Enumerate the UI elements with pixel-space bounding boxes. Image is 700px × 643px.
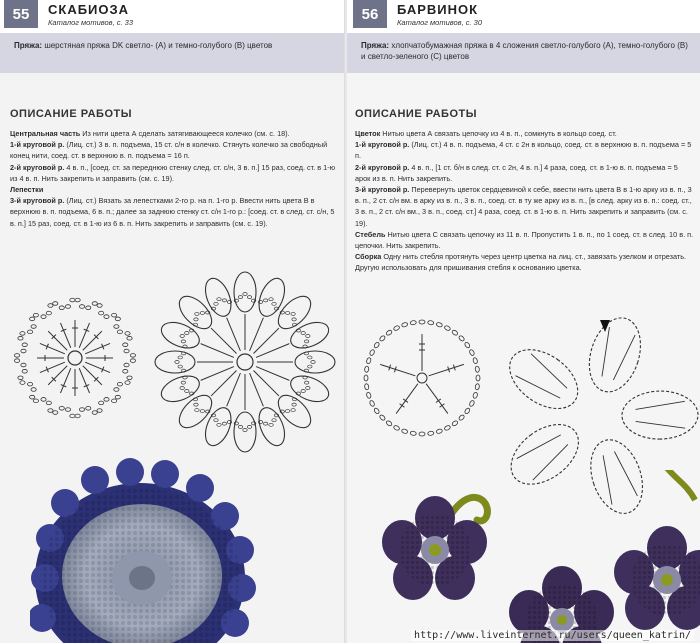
instruction-paragraph — [355, 184, 695, 229]
scabiosa-motif-photo — [30, 458, 310, 643]
motif-title: СКАБИОЗА — [48, 2, 130, 17]
instructions-body — [355, 128, 695, 274]
motif-number-badge: 55 — [4, 0, 38, 28]
step-text: Перевернуть цветок сердцевиной к себе, ввести нить цвета В в 1-ю арку из в. п., 3 в. п., 2 ст. с/н вм. в арку из в. п., 3 в. п., соед. ст. в ту же арку из в. п., [в след. арку из в. п.: соед. ст., 3 в. п., 2 ст. с/н вм., 3 в. п., соед. ст.] 4 раза, соед. ст. в 1-ю в. п. Нить закрепить и заправить (см. с. 19). — [355, 185, 692, 228]
section-heading: ОПИСАНИЕ РАБОТЫ — [355, 108, 477, 120]
crochet-chart-round-3 — [150, 270, 340, 455]
yarn-info — [0, 33, 345, 73]
motif-number-badge: 56 — [353, 0, 387, 28]
step-label: Центральная часть — [10, 129, 81, 138]
right-header — [347, 0, 700, 33]
instruction-paragraph — [355, 139, 695, 161]
step-text: Из нити цвета А сделать затягивающееся колечко (см. с. 18). — [80, 129, 290, 138]
instruction-paragraph — [355, 251, 695, 273]
crochet-chart-round-1-2 — [3, 283, 148, 433]
catalog-reference: Каталог мотивов, с. 30 — [397, 18, 483, 27]
instruction-paragraph — [10, 195, 338, 229]
step-label: Лепестки — [10, 185, 44, 195]
step-text: Одну нить стебля протянуть через центр цветка на лиц. ст., завязать узелком и отрезать. Другую использовать для пришивания стебля к основанию цветка. — [355, 252, 687, 273]
instruction-paragraph — [10, 184, 338, 195]
step-label: 3-й круговой р. — [355, 185, 410, 195]
yarn-text: шерстяная пряжа DK светло- (А) и темно-голубого (В) цветов — [42, 41, 273, 50]
step-label: 1-й круговой р. — [10, 140, 65, 150]
step-label: 2-й круговой р. — [355, 162, 410, 172]
catalog-reference: Каталог мотивов, с. 33 — [48, 18, 134, 27]
step-text: (Лиц. ст.) Вязать за лепестками 2-го р. на п. 1-го р. Ввести нить цвета В в верхнюю в. п. подъема, 6 в. п.; далее за заднюю стенку ст. с/н 1-го р.: [соед. ст. в след. ст. с/н, 5 в. п.] 15 раз, соед. ст. в 1-ю из 6 в. п. Нить закрепить и заправить (см. с. 19). — [10, 196, 335, 228]
motif-title: БАРВИНОК — [397, 2, 479, 17]
yarn-label: Пряжа: — [361, 41, 390, 50]
instruction-paragraph — [355, 162, 695, 184]
instruction-paragraph — [355, 128, 695, 139]
instructions-body — [10, 128, 338, 229]
instruction-paragraph — [10, 128, 338, 139]
watermark-url: http://www.liveinternet.ru/users/queen_katrin/ — [411, 630, 694, 641]
step-text: Нитью цвета С связать цепочку из 11 в. п. Пропустить 1 в. п., по 1 соед. ст. в след. 10 в. п. цепочки. Нить закрепить. — [355, 229, 694, 251]
section-heading: ОПИСАНИЕ РАБОТЫ — [10, 108, 132, 120]
left-header — [0, 0, 345, 33]
step-text: (Лиц. ст.) 3 в. п. подъема, 15 ст. с/н в колечко. Стянуть колечко за свободный конец нити, соед. ст. в верхнюю в. п. подъема = 16 п. — [10, 140, 328, 161]
instruction-paragraph — [10, 139, 338, 161]
step-label: 2-й круговой р. — [10, 162, 65, 172]
step-label: Цветок — [355, 129, 381, 138]
step-text: 4 в. п., [1 ст. б/н в след. ст. с 2н, 4 в. п.] 4 раза, соед. ст. в 1-ю в. п. подъема = 5 арок из в. п. Нить закрепить. — [355, 162, 678, 183]
left-page — [0, 0, 345, 643]
step-label: 3-й круговой р. — [10, 196, 65, 206]
instruction-paragraph — [355, 229, 695, 251]
crochet-chart-flower-center — [357, 310, 487, 445]
step-text: Нитью цвета А связать цепочку из 4 в. п., сомкнуть в кольцо соед. ст. — [380, 129, 617, 138]
step-label: Стебель — [355, 229, 386, 239]
step-label: Сборка — [355, 252, 382, 262]
yarn-label: Пряжа: — [14, 41, 43, 50]
periwinkle-motif-photo — [367, 470, 700, 643]
yarn-info — [347, 33, 700, 73]
yarn-text: хлопчатобумажная пряжа в 4 сложения светло-голубого (А), темно-голубого (В) и светло-зеленого (С) цветов — [361, 41, 688, 61]
step-label: 1-й круговой р. — [355, 140, 410, 150]
instruction-paragraph — [10, 162, 338, 184]
step-text: 4 в. п., [соед. ст. за переднюю стенку след. ст. с/н, 3 в. п.] 15 раз, соед. ст. в 1-ю из 4 в. п. Нить закрепить и заправить (см. с. 19). — [10, 162, 336, 183]
step-text: (Лиц. ст.) 4 в. п. подъема, 4 ст. с 2н в кольцо, соед. ст. в верхнюю в. п. подъема = 5 п. — [355, 140, 692, 161]
right-page — [347, 0, 700, 643]
